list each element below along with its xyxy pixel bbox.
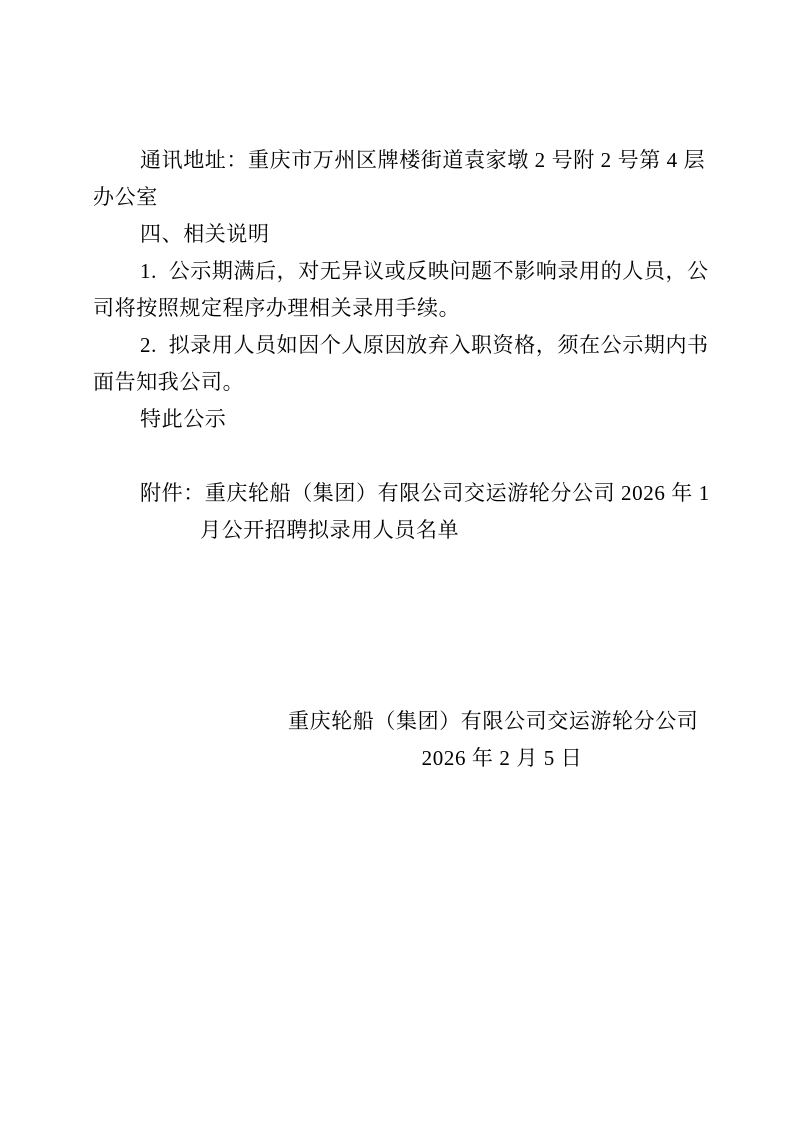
signature-date: 2026 年 2 月 5 日 — [421, 746, 583, 770]
signature-block — [288, 703, 716, 777]
note-2-line-2: 面告知我公司。 — [93, 370, 245, 394]
section-4-heading: 四、相关说明 — [140, 222, 270, 246]
contact-address-line-2: 办公室 — [93, 185, 158, 209]
note-1-line-2: 司将按照规定程序办理相关录用手续。 — [93, 296, 461, 320]
note-1-line-1: 1. 公示期满后，对无异议或反映问题不影响录用的人员，公 — [140, 259, 709, 283]
note-2-line-1: 2. 拟录用人员如因个人原因放弃入职资格，须在公示期内书 — [140, 333, 709, 357]
closing-statement: 特此公示 — [140, 407, 227, 431]
contact-address-line-1: 通讯地址：重庆市万州区牌楼街道袁家墩 2 号附 2 号第 4 层 — [140, 148, 706, 172]
signature-company: 重庆轮船（集团）有限公司交运游轮分公司 — [288, 709, 699, 733]
blank-line — [93, 438, 717, 475]
attachment-line-2: 月公开招聘拟录用人员名单 — [200, 518, 460, 542]
attachment-line-1: 附件：重庆轮船（集团）有限公司交运游轮分公司 2026 年 1 — [140, 481, 710, 505]
document-body — [93, 142, 717, 549]
